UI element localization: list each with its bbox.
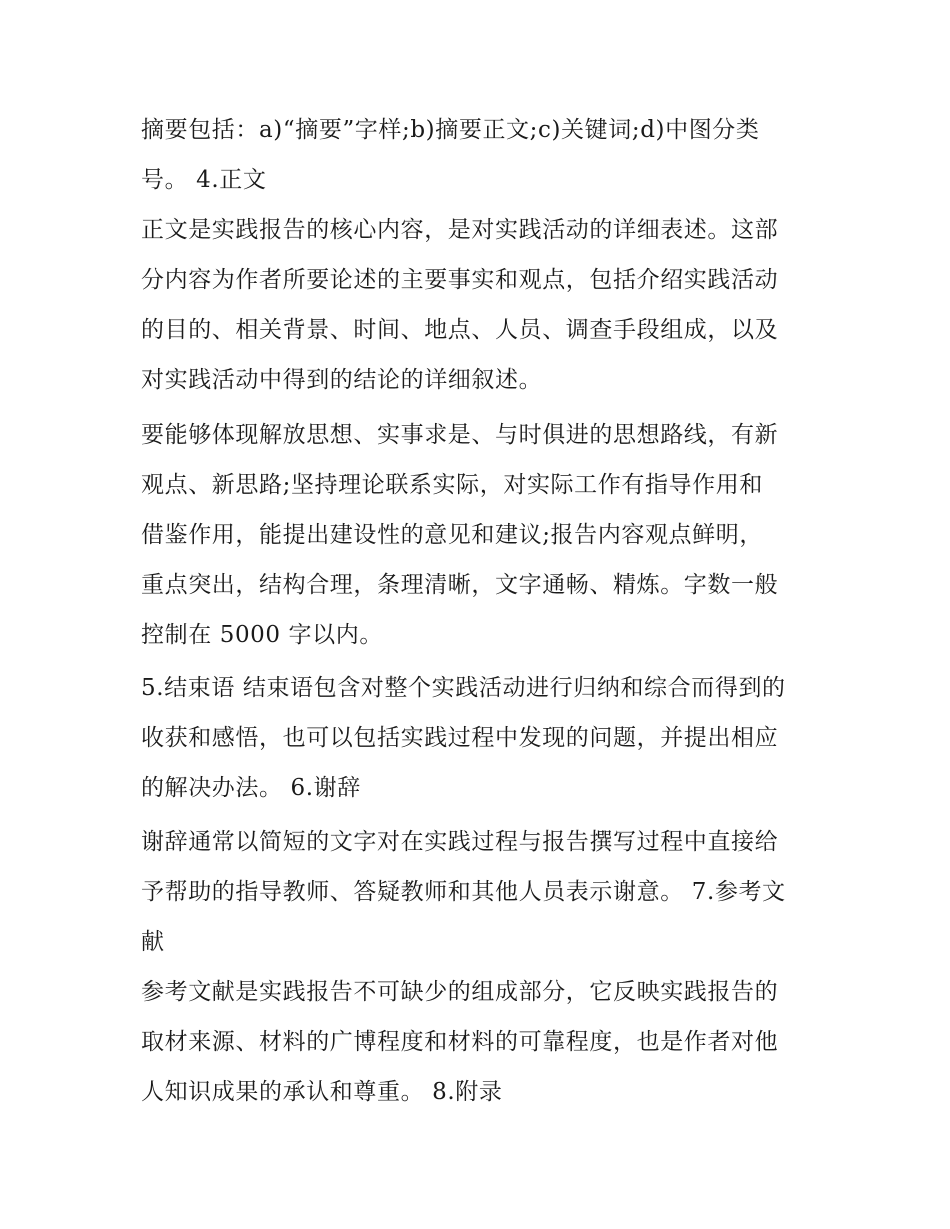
text-line: 予帮助的指导教师、答疑教师和其他人员表示谢意。 7.参考文 [141,879,786,905]
text-line: 谢辞通常以简短的文字对在实践过程与报告撰写过程中直接给 [141,829,779,855]
text-line: 分内容为作者所要论述的主要事实和观点，包括介绍实践活动 [141,267,779,293]
text-line: 要能够体现解放思想、实事求是、与时俱进的思想路线，有新 [141,422,779,448]
text-line: 观点、新思路;坚持理论联系实际，对实际工作有指导作用和 [141,472,763,498]
text-line: 献 [141,929,165,955]
text-line: 正文是实践报告的核心内容，是对实践活动的详细表述。这部 [141,217,779,243]
text-line: 人知识成果的承认和尊重。 8.附录 [141,1079,503,1105]
text-line: 的目的、相关背景、时间、地点、人员、调查手段组成，以及 [141,317,779,343]
text-line: 取材来源、材料的广博程度和材料的可靠程度，也是作者对他 [141,1029,779,1055]
text-line: 控制在 5000 字以内。 [141,622,383,648]
text-line: 重点突出，结构合理，条理清晰，文字通畅、精炼。字数一般 [141,572,779,598]
text-line: 的解决办法。 6.谢辞 [141,775,361,801]
text-line: 收获和感悟，也可以包括实践过程中发现的问题，并提出相应 [141,725,779,751]
text-line: 摘要包括：a)“摘要”字样;b)摘要正文;c)关键词;d)中图分类 [141,117,760,143]
text-line: 参考文献是实践报告不可缺少的组成部分，它反映实践报告的 [141,979,779,1005]
text-line: 5.结束语 结束语包含对整个实践活动进行归纳和综合而得到的 [141,675,786,701]
text-line: 号。 4.正文 [141,167,267,193]
text-line: 借鉴作用，能提出建设性的意见和建议;报告内容观点鲜明， [141,522,763,548]
text-line: 对实践活动中得到的结论的详细叙述。 [141,367,543,393]
